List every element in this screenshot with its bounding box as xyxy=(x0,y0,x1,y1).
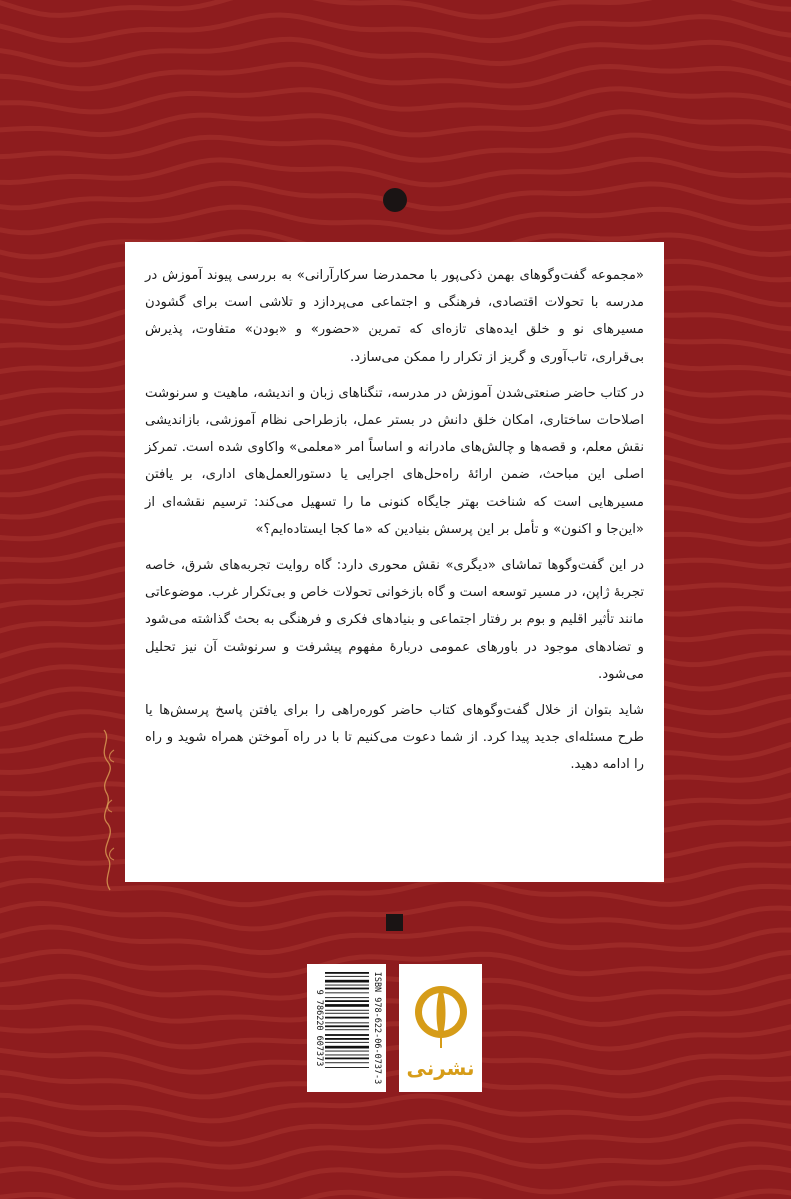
blurb-paragraph-4: شاید بتوان از خلال گفت‌وگوهای کتاب حاضر کوره‌راهی را برای یافتن پاسخ پرسش‌ها یا طرح مسئله‌ای جدید پیدا کرد. از شما دعوت می‌کنیم تا با در راه آموختن همراه شوید و راه را ادامه دهید. xyxy=(145,703,644,773)
isbn-label: ISBN 978-622-06-0737-3 xyxy=(372,971,382,1085)
publisher-name: نشرنی xyxy=(406,1056,475,1080)
blurb-paragraph-3: در این گفت‌وگوها تماشای «دیگری» نقش محوری دارد: گاه روایت تجربه‌های شرق، خاصه تجربهٔ ژاپن، در مسیر توسعه است و گاه بازخوانی تحولات خاص و بی‌تکرار غرب. موضوعاتی مانند تأثیر اقلیم و بوم بر رفتار اجتماعی و بنیادهای فکری و فرهنگی به بحث گذاشته می‌شود و تضادهای موجود در باورهای عمومی دربارهٔ مفهوم پیشرفت و سرنوشت آن نیز تحلیل می‌شود. xyxy=(145,558,644,682)
blurb-paragraph-1: «مجموعه گفت‌وگوهای بهمن ذکی‌پور با محمدرضا سرکارآرانی» به بررسی پیوند آموزش در مدرسه با تحولات اقتصادی، فرهنگی و اجتماعی می‌پردازد و تلاشی است برای گشودن مسیرهای نو و خلق ایده‌های تازه‌ای که تمرین «حضور» و «بودن» متفاوت، پذیرش بی‌قراری، تاب‌آوری و گریز از تکرار را ممکن می‌سازد. xyxy=(145,268,644,365)
barcode-panel xyxy=(307,964,386,1092)
decorative-dot xyxy=(383,188,407,212)
isbn-digits: 9 786220 607373 xyxy=(314,989,324,1067)
blurb-text-box xyxy=(125,242,664,882)
barcode-image xyxy=(325,970,369,1086)
reed-logo-icon xyxy=(411,974,471,1054)
decorative-square xyxy=(386,914,403,931)
publisher-logo-panel xyxy=(399,964,482,1092)
blurb-paragraph-2: در کتاب حاضر صنعتی‌شدن آموزش در مدرسه، تنگناهای زبان و اندیشه، ماهیت و سرنوشت اصلاحات ساختاری، امکان خلق دانش در بستر عمل، بازطراحی نظام آموزشی، بازاندیشی نقش معلم، و قصه‌ها و چالش‌های مادرانه و اساساً امر «معلمی» واکاوی شده است. تمرکز اصلی این مباحث، ضمن ارائهٔ راه‌حل‌های اجرایی یا دستورالعمل‌های اداری، بر یافتن مسیرهایی است که شناخت بهتر جایگاه کنونی ما را تسهیل می‌کند: ترسیم نقشه‌ای از «این‌جا و اکنون» و تأمل بر این پرسش بنیادین که «ما کجا ایستاده‌ایم؟» xyxy=(145,385,644,537)
handwritten-signature xyxy=(84,720,134,900)
